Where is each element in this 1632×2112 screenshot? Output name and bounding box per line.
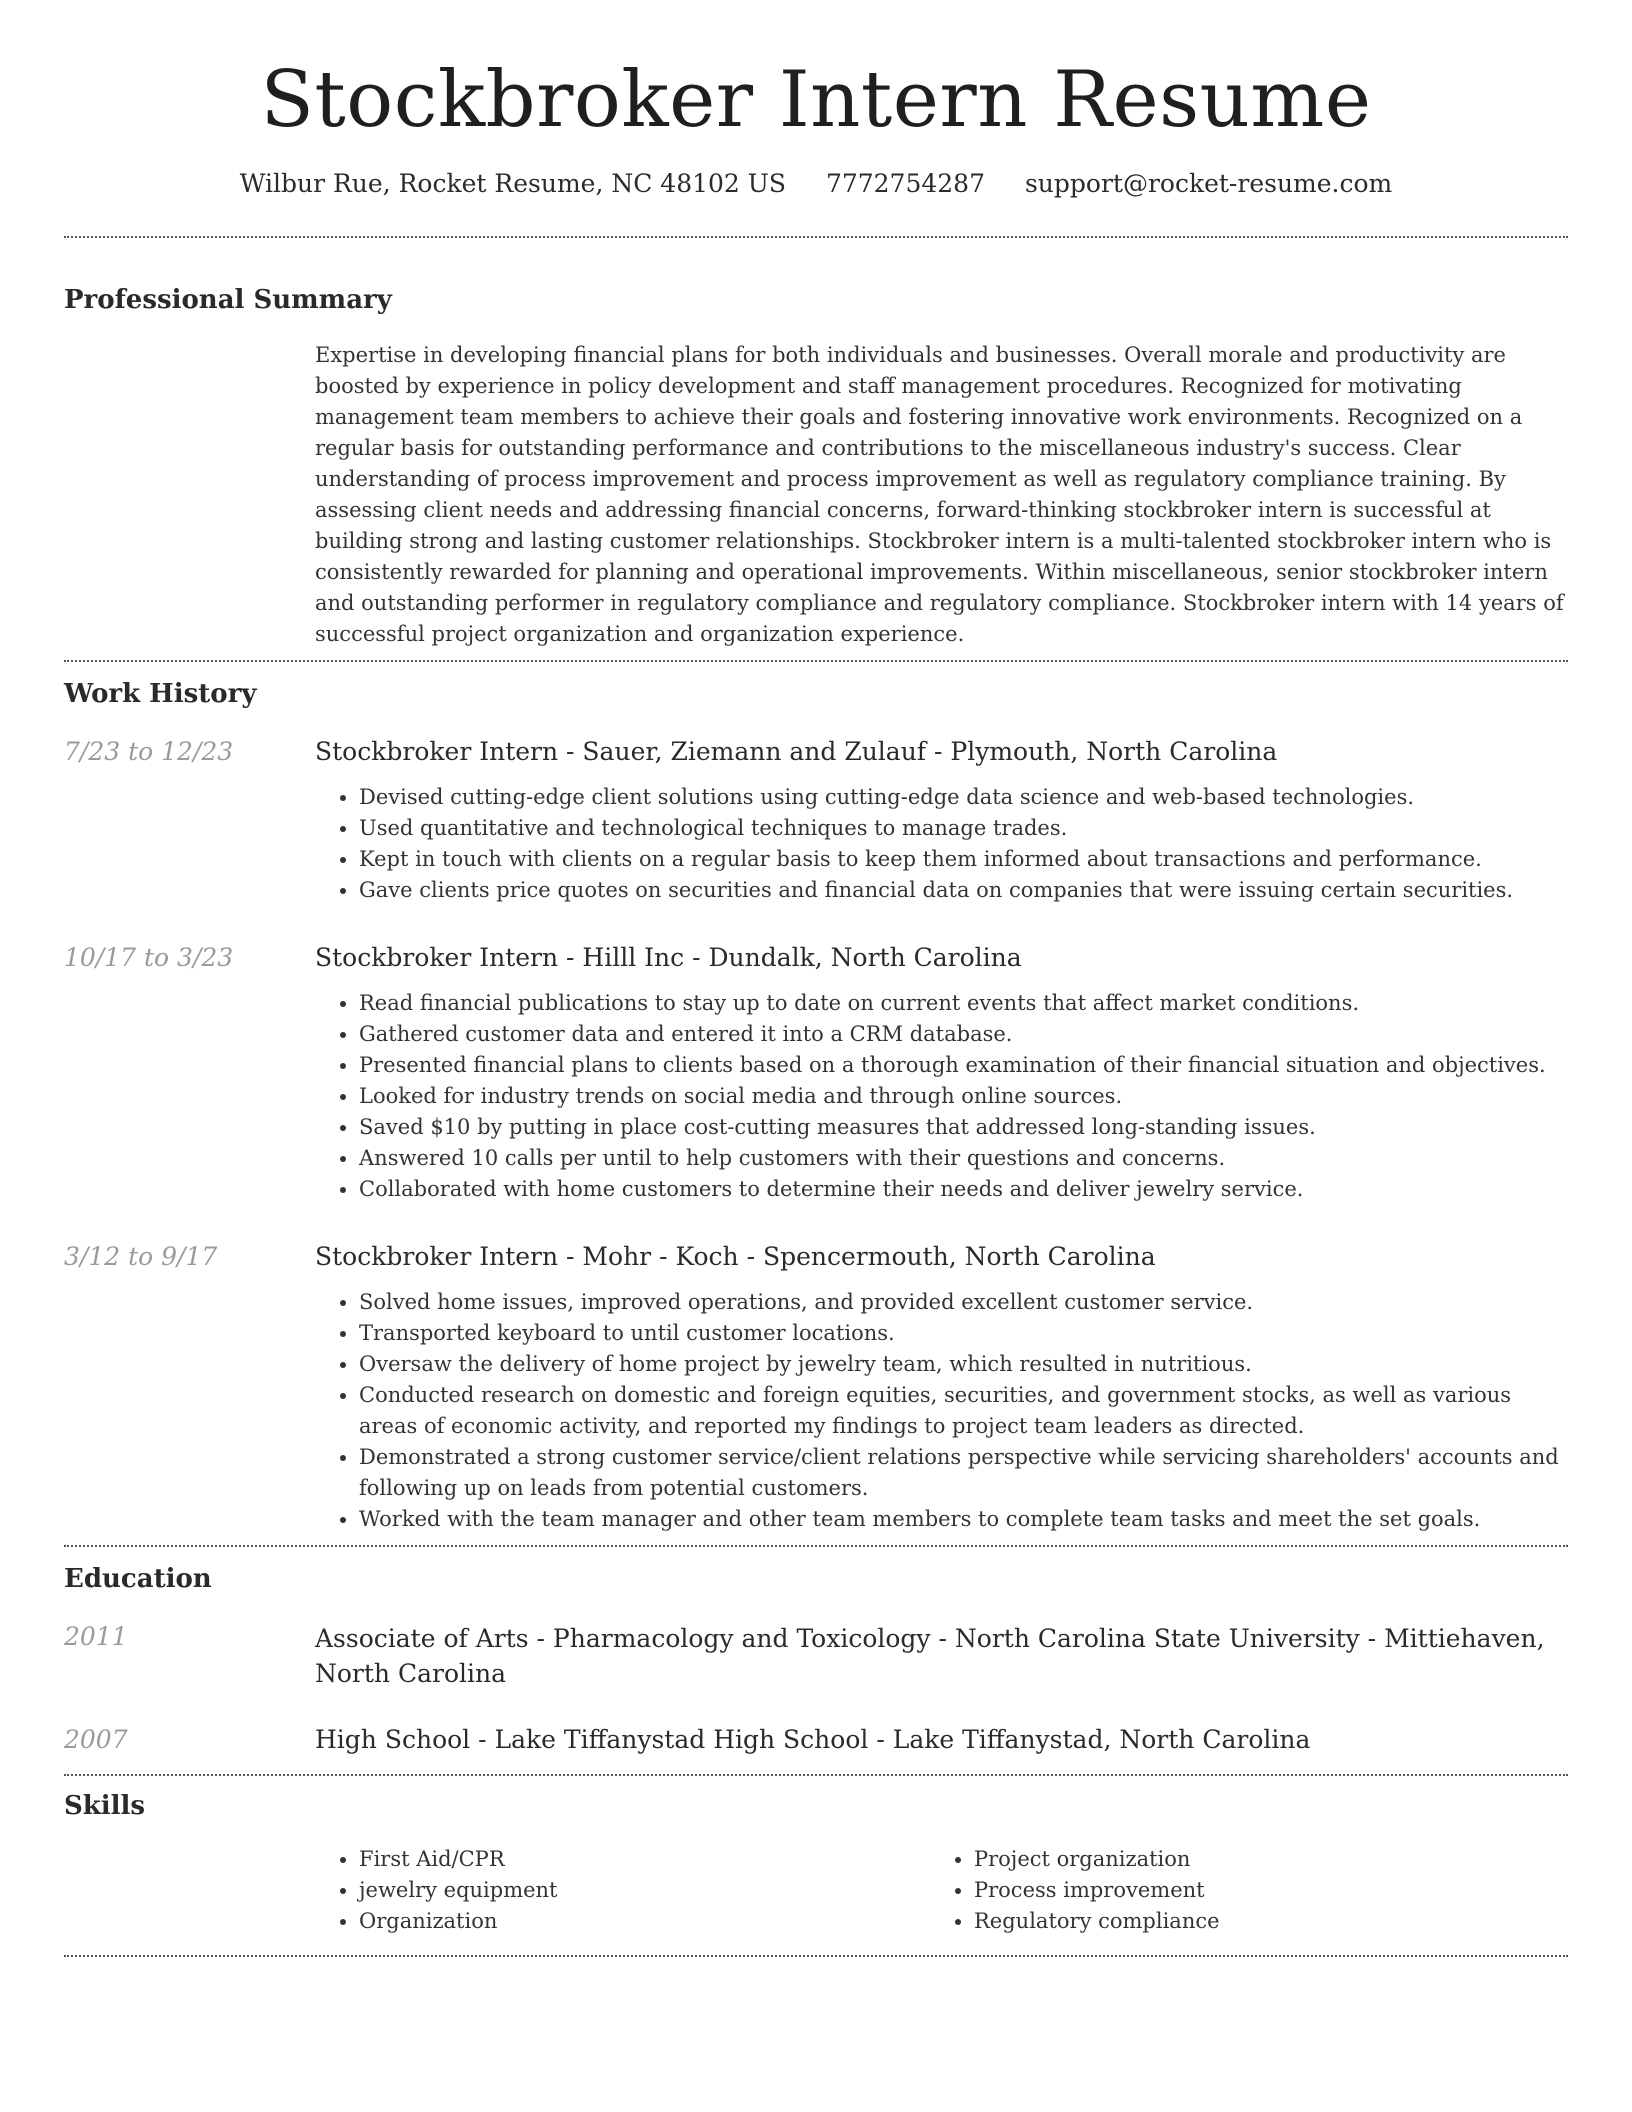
- list-item: • Worked with the team manager and other team members to complete team tasks and meet the set goals.: [359, 1504, 1568, 1535]
- list-item: • Oversaw the delivery of home project by jewelry team, which resulted in nutritious.: [359, 1349, 1568, 1380]
- education-heading: Education: [64, 1564, 212, 1594]
- summary-section: [64, 238, 1568, 650]
- contact-address: Wilbur Rue, Rocket Resume, NC 48102 US: [239, 169, 786, 198]
- list-item: • Devised cutting-edge client solutions using cutting-edge data science and web-based technologies.: [359, 782, 1568, 813]
- job-title: Stockbroker Intern - Mohr - Koch - Spencermouth, North Carolina: [315, 1242, 1156, 1271]
- contact-email: support@rocket-resume.com: [1024, 169, 1393, 198]
- education-entry: [64, 1621, 1568, 1691]
- job-bullets: [315, 782, 1568, 906]
- job-entry: [64, 1241, 1568, 1535]
- work-section: [64, 662, 1568, 1535]
- resume-page: [64, 0, 1568, 1957]
- skills-column-1: [315, 1844, 930, 1937]
- job-dates: 7/23 to 12/23: [64, 737, 234, 766]
- list-item: • Solved home issues, improved operations, and provided excellent customer service.: [359, 1287, 1568, 1318]
- education-year: 2011: [64, 1622, 128, 1651]
- section-divider: [64, 1955, 1568, 1957]
- job-title: Stockbroker Intern - Hilll Inc - Dundalk, North Carolina: [315, 943, 1022, 972]
- list-item: • Conducted research on domestic and foreign equities, securities, and government stocks, as well as various areas of economic activity, and reported my findings to project team leaders as directed.: [359, 1380, 1568, 1442]
- skills-heading: Skills: [64, 1791, 146, 1821]
- job-bullets: [315, 1287, 1568, 1535]
- list-item: • Regulatory compliance: [974, 1906, 1545, 1937]
- job-entry: [64, 942, 1568, 1205]
- skills-column-2: [930, 1844, 1545, 1937]
- list-item: • Kept in touch with clients on a regular basis to keep them informed about transactions and performance.: [359, 844, 1568, 875]
- contact-phone: 7772754287: [825, 169, 985, 198]
- list-item: • Used quantitative and technological techniques to manage trades.: [359, 813, 1568, 844]
- list-item: • Project organization: [974, 1844, 1545, 1875]
- job-title: Stockbroker Intern - Sauer, Ziemann and Zulauf - Plymouth, North Carolina: [315, 737, 1278, 766]
- skills-section: [64, 1776, 1568, 1937]
- list-item: • Gave clients price quotes on securities and financial data on companies that were issuing certain securities.: [359, 875, 1568, 906]
- education-title: High School - Lake Tiffanystad High School - Lake Tiffanystad, North Carolina: [315, 1725, 1311, 1754]
- list-item: • Demonstrated a strong customer service/client relations perspective while servicing shareholders' accounts and following up on leads from potential customers.: [359, 1442, 1568, 1504]
- list-item: • Transported keyboard to until customer locations.: [359, 1318, 1568, 1349]
- summary-heading: Professional Summary: [64, 285, 392, 315]
- summary-text: Expertise in developing financial plans for both individuals and businesses. Overall morale and productivity are boosted by experience in policy development and staff management procedures. Recognized for motivating management team members to achieve their goals and fostering innovative work environments. Recognized on a regular basis for outstanding performance and contributions to the miscellaneous industry's success. Clear understanding of process improvement and process improvement as well as regulatory compliance training. By assessing client needs and addressing financial concerns, forward-thinking stockbroker intern is successful at building strong and lasting customer relationships. Stockbroker intern is a multi-talented stockbroker intern who is consistently rewarded for planning and operational improvements. Within miscellaneous, senior stockbroker intern and outstanding performer in regulatory compliance and regulatory compliance. Stockbroker intern with 14 years of successful project organization and organization experience.: [315, 343, 1564, 646]
- resume-title: Stockbroker Intern Resume: [260, 55, 1372, 145]
- list-item: • Looked for industry trends on social media and through online sources.: [359, 1081, 1568, 1112]
- contact-line: [64, 168, 1568, 200]
- job-dates: 10/17 to 3/23: [64, 943, 234, 972]
- list-item: • Read financial publications to stay up to date on current events that affect market conditions.: [359, 988, 1568, 1019]
- job-bullets: [315, 988, 1568, 1205]
- education-year: 2007: [64, 1725, 128, 1754]
- education-section: [64, 1547, 1568, 1756]
- skills-grid: [315, 1844, 1568, 1937]
- list-item: • Organization: [359, 1906, 930, 1937]
- list-item: • Process improvement: [974, 1875, 1545, 1906]
- list-item: • Answered 10 calls per until to help customers with their questions and concerns.: [359, 1143, 1568, 1174]
- list-item: • Collaborated with home customers to determine their needs and deliver jewelry service.: [359, 1174, 1568, 1205]
- work-heading: Work History: [64, 679, 257, 709]
- list-item: • jewelry equipment: [359, 1875, 930, 1906]
- job-entry: [64, 736, 1568, 906]
- education-entry: [64, 1724, 1568, 1756]
- education-title: Associate of Arts - Pharmacology and Toxicology - North Carolina State University - Mittiehaven, North Carolina: [315, 1624, 1545, 1688]
- list-item: • Presented financial plans to clients based on a thorough examination of their financial situation and objectives.: [359, 1050, 1568, 1081]
- list-item: • Saved $10 by putting in place cost-cutting measures that addressed long-standing issues.: [359, 1112, 1568, 1143]
- list-item: • First Aid/CPR: [359, 1844, 930, 1875]
- list-item: • Gathered customer data and entered it into a CRM database.: [359, 1019, 1568, 1050]
- job-dates: 3/12 to 9/17: [64, 1242, 218, 1271]
